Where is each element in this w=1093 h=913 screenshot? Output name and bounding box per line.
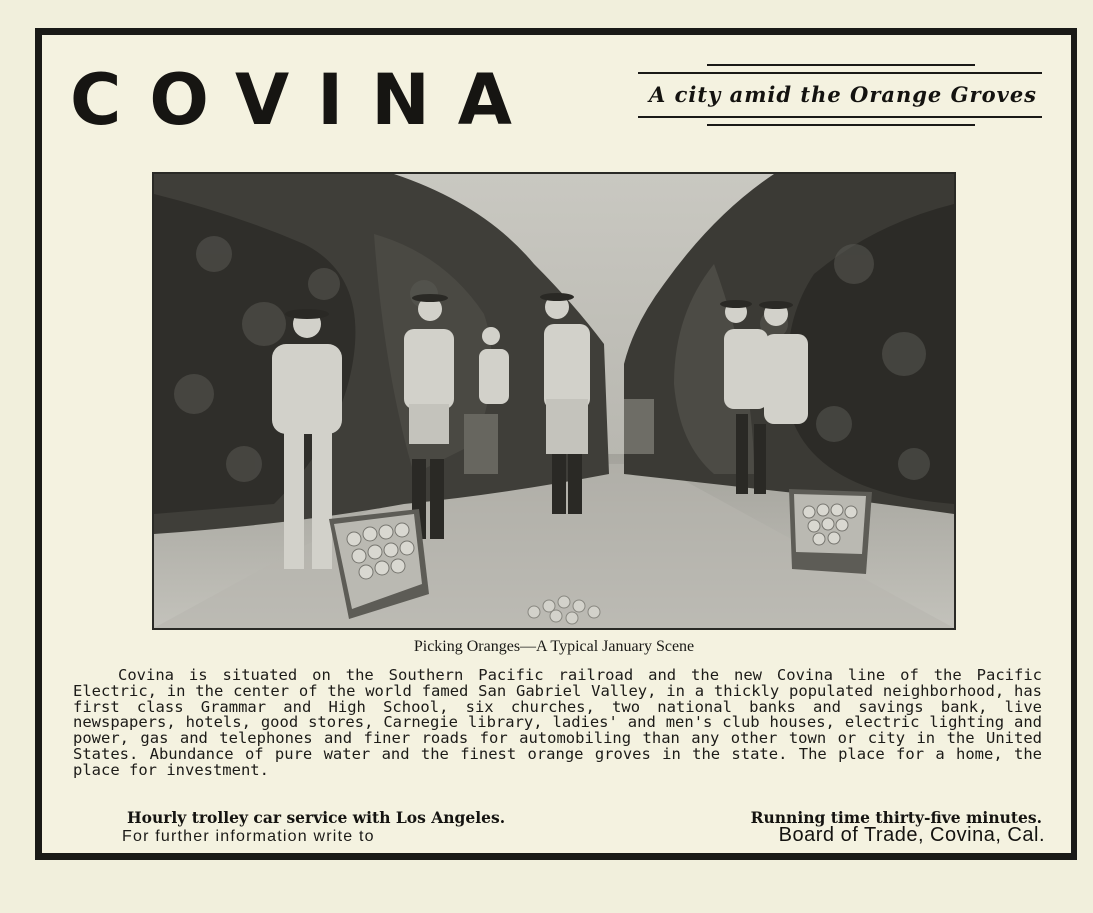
body-paragraph: Covina is situated on the Southern Pacific railroad and the new Covina line of the Pacific Electric, in the center of the world famed San Gabriel Valley, in a thickly populated neighborhood, has first class Grammar and High School, six churches, two national banks and savings bank, live newspapers, hotels, good stores, Carnegie library, ladies' and men's club houses, electric lighting and power, gas and telephones and finer roads for automobiling than any other town or city in the United States. Abundance of pure water and the finest orange groves in the state. The place for a home, the place for investment.: [73, 666, 1042, 779]
tagline: A city amid the Orange Groves: [649, 82, 1037, 107]
running-time-text: Running time thirty-five minutes.: [750, 808, 1042, 827]
headline-covina: COVINA: [70, 59, 540, 141]
tagline-rule-top: [638, 72, 1042, 74]
orange-grove-photo: [152, 172, 956, 630]
photo-caption: Picking Oranges—A Typical January Scene: [413, 638, 695, 655]
tagline-rule-bottom-short: [707, 124, 975, 126]
tagline-rule-top-short: [707, 64, 975, 66]
tagline-rule-bottom: [638, 116, 1042, 118]
orange-grove-illustration: [154, 174, 954, 628]
trolley-service-text: Hourly trolley car service with Los Angeles.: [127, 808, 506, 827]
board-of-trade-contact: Board of Trade, Covina, Cal.: [778, 824, 1045, 846]
further-information-text: For further information write to: [122, 828, 375, 845]
